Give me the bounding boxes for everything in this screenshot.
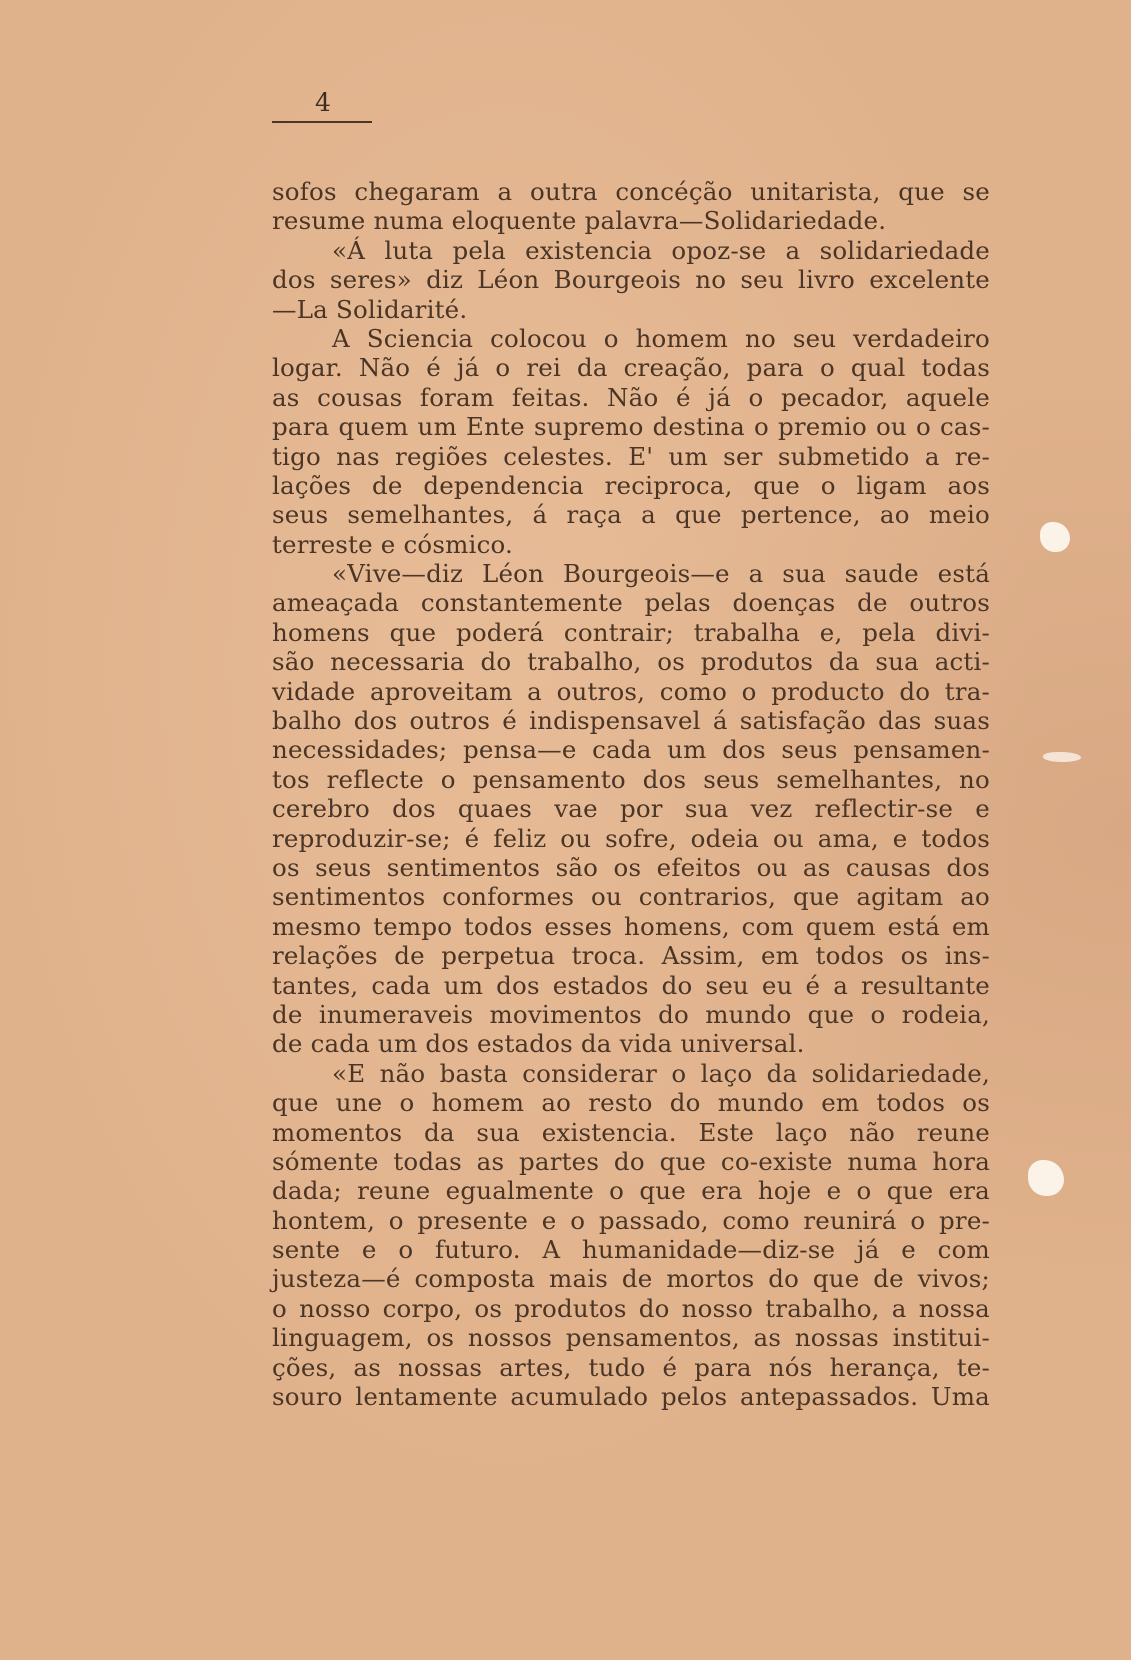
header-rule — [272, 121, 372, 123]
text-line: momentos da sua existencia. Este laço não reune — [272, 1117, 990, 1147]
text-line: sentimentos conformes ou contrarios, que agitam ao — [272, 882, 990, 912]
text-line: justeza—é composta mais de mortos do que de vivos; — [272, 1264, 990, 1294]
text-line: as cousas foram feitas. Não é já o pecador, aquele — [272, 382, 990, 412]
text-line: sómente todas as partes do que co-existe numa hora — [272, 1146, 990, 1176]
text-line: o nosso corpo, os produtos do nosso trabalho, a nossa — [272, 1293, 990, 1323]
text-line: resume numa eloquente palavra—Solidariedade. — [272, 206, 887, 236]
text-line: os seus sentimentos são os efeitos ou as causas dos — [272, 852, 990, 882]
text-line: ções, as nossas artes, tudo é para nós herança, te- — [272, 1352, 990, 1382]
text-line: reproduzir-se; é feliz ou sofre, odeia ou ama, e todos — [272, 823, 990, 853]
text-line: —La Solidarité. — [272, 294, 468, 324]
text-line: tos reflecte o pensamento dos seus semelhantes, no — [272, 764, 990, 794]
page-number: 4 — [315, 88, 331, 117]
text-line: logar. Não é já o rei da creação, para o qual todas — [272, 353, 990, 383]
text-line: dada; reune egualmente o que era hoje e o que era — [272, 1176, 990, 1206]
text-line: linguagem, os nossos pensamentos, as nossas institui- — [272, 1323, 990, 1353]
text-line: tigo nas regiões celestes. E' um ser submetido a re- — [272, 441, 990, 471]
text-line: são necessaria do trabalho, os produtos da sua acti- — [272, 647, 990, 677]
text-line: de inumeraveis movimentos do mundo que o rodeia, — [272, 999, 990, 1029]
paper-tear-mark — [1040, 522, 1070, 552]
text-line: A Sciencia colocou o homem no seu verdadeiro — [332, 323, 990, 353]
text-line: tantes, cada um dos estados do seu eu é a resultante — [272, 970, 990, 1000]
text-line: lações de dependencia reciproca, que o ligam aos — [272, 470, 990, 500]
text-line: mesmo tempo todos esses homens, com quem está em — [272, 911, 990, 941]
body-text — [272, 177, 990, 1411]
text-line: «Vive—diz Léon Bourgeois—e a sua saude está — [332, 559, 990, 589]
text-line: seus semelhantes, á raça a que pertence, ao meio — [272, 500, 990, 530]
text-line: terreste e cósmico. — [272, 529, 514, 559]
text-line: «Á luta pela existencia opoz-se a solidariedade — [332, 235, 990, 265]
text-line: sente e o futuro. A humanidade—diz-se já e com — [272, 1235, 990, 1265]
text-line: ameaçada constantemente pelas doenças de outros — [272, 588, 990, 618]
text-line: que une o homem ao resto do mundo em todos os — [272, 1088, 990, 1118]
text-line: vidade aproveitam a outros, como o producto do tra- — [272, 676, 990, 706]
paper-tear-mark — [1028, 1160, 1064, 1196]
text-line: balho dos outros é indispensavel á satisfação das suas — [272, 706, 990, 736]
paper-tear-mark — [1043, 752, 1081, 762]
text-line: relações de perpetua troca. Assim, em todos os ins- — [272, 941, 990, 971]
text-line: dos seres» diz Léon Bourgeois no seu livro excelente — [272, 265, 990, 295]
text-line: necessidades; pensa—e cada um dos seus pensamen- — [272, 735, 990, 765]
text-line: cerebro dos quaes vae por sua vez reflectir-se e — [272, 794, 990, 824]
text-line: souro lentamente acumulado pelos antepassados. Uma — [272, 1382, 990, 1412]
text-line: de cada um dos estados da vida universal. — [272, 1029, 805, 1059]
text-line: para quem um Ente supremo destina o premio ou o cas- — [272, 412, 990, 442]
text-line: «E não basta considerar o laço da solidariedade, — [332, 1058, 990, 1088]
text-line: sofos chegaram a outra concéção unitarista, que se — [272, 177, 990, 206]
text-line: hontem, o presente e o passado, como reunirá o pre- — [272, 1205, 990, 1235]
text-line: homens que poderá contrair; trabalha e, pela divi- — [272, 617, 990, 647]
